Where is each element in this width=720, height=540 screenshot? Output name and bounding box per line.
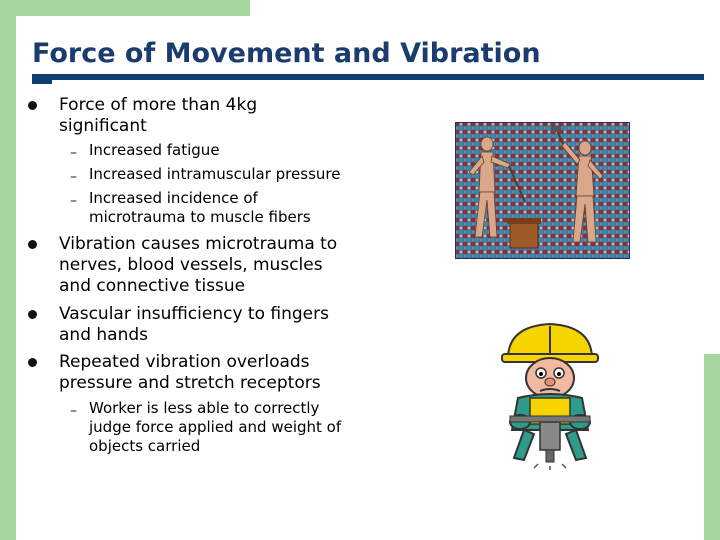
bullet-text: Vascular insufficiency to fingers and hands <box>59 304 329 345</box>
title-underline <box>32 74 704 80</box>
dash-icon: – <box>70 193 77 209</box>
title-underline-tab <box>32 80 52 84</box>
dash-icon: – <box>70 145 77 161</box>
stone-workers-image <box>455 122 630 259</box>
jackhammer-worker-image <box>490 318 610 470</box>
bullet-text: Vibration causes microtrauma to nerves, blood vessels, muscles and connective tissue <box>59 234 338 296</box>
bullet-icon <box>28 240 37 249</box>
accent-band-right <box>704 354 720 540</box>
slide-title: Force of Movement and Vibration <box>32 38 541 69</box>
bullet-text: Repeated vibration overloads pressure and stretch receptors <box>59 352 321 393</box>
bullet-text: Force of more than 4kg significant <box>59 95 258 136</box>
bullet-icon <box>28 101 37 110</box>
dash-icon: – <box>70 403 77 419</box>
dash-icon: – <box>70 169 77 185</box>
sub-bullet-text: Increased intramuscular pressure <box>89 165 341 183</box>
sub-bullet-text: Worker is less able to correctly judge force applied and weight of objects carried <box>89 399 342 455</box>
sub-bullet-text: Increased incidence of microtrauma to muscle fibers <box>89 189 311 226</box>
bullet-icon <box>28 310 37 319</box>
accent-band-left <box>0 0 16 540</box>
accent-band-top <box>0 0 250 16</box>
sub-bullet-text: Increased fatigue <box>89 141 220 159</box>
bullet-icon <box>28 358 37 367</box>
